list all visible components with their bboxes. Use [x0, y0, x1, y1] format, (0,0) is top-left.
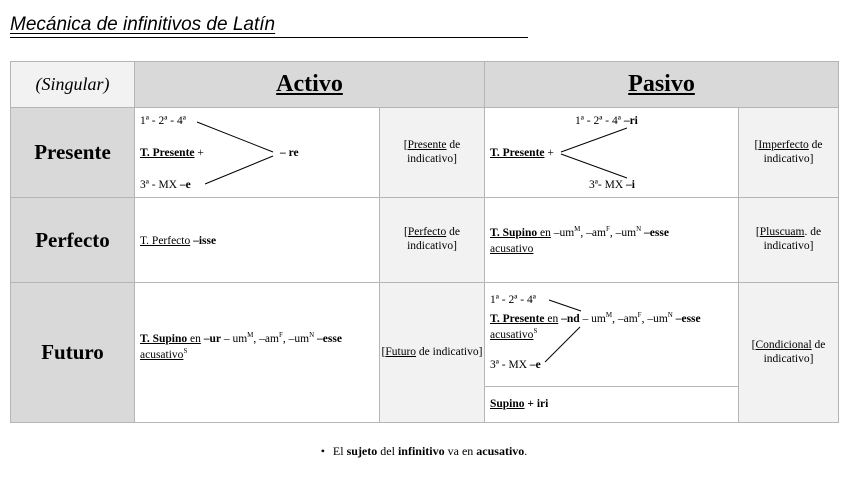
futuro-activo-form-n: , –um — [282, 332, 310, 345]
futuro-activo-note-link: Futuro — [385, 345, 417, 358]
futuro-pasivo-form-m: – um — [579, 313, 606, 325]
futuro-pasivo-sup-f: F — [637, 311, 642, 320]
presente-activo-line-bottom — [205, 156, 273, 184]
perfecto-pasivo-sup-m: M — [574, 225, 581, 234]
footnote-part-1: El — [332, 444, 347, 458]
perfecto-activo-cell — [135, 198, 380, 283]
document-title: Mecánica de infinitivos de Latín — [10, 14, 276, 35]
futuro-pasivo-conj-bottom-prefix: 3ª - MX — [490, 359, 530, 371]
futuro-activo-form-m: – um — [220, 332, 248, 345]
futuro-activo-sup-f: F — [278, 330, 283, 339]
perfecto-pasivo-esse: –esse — [641, 227, 669, 239]
presente-activo-conj-bottom-ending: –e — [179, 179, 191, 191]
footnote-bold-acusativo: acusativo — [476, 444, 525, 458]
futuro-pasivo-form-f: , –am — [612, 313, 638, 325]
row-futuro — [11, 283, 839, 387]
header-pasivo: Pasivo — [485, 62, 839, 108]
futuro-pasivo-note-rest: de indicativo] — [763, 338, 826, 365]
presente-pasivo-line-top — [561, 128, 627, 152]
perfecto-pasivo-sup-f: F — [605, 225, 610, 234]
futuro-pasivo-line-top — [549, 300, 581, 311]
presente-pasivo-conj-bottom-prefix: 3ª- MX — [589, 179, 627, 191]
presente-activo-cell — [135, 108, 380, 198]
presente-activo-note-link: Presente — [407, 138, 447, 151]
presente-activo-conj-bottom-prefix: 3ª - MX — [140, 179, 180, 191]
perfecto-activo-note-link: Perfecto — [407, 226, 447, 239]
futuro-pasivo-arrows — [485, 283, 739, 386]
header-singular: (Singular) — [11, 62, 135, 108]
perfecto-pasivo-form-n: , –um — [609, 227, 637, 239]
futuro-activo-note: [Futuro de indicativo] — [380, 283, 485, 423]
futuro-activo-en: en — [187, 332, 201, 345]
futuro-activo-sup-n: N — [309, 330, 315, 339]
infinitive-table — [10, 61, 839, 423]
perfecto-activo-note-rest: de indicativo] — [407, 226, 460, 252]
futuro-activo-stem: T. Supino — [140, 332, 188, 345]
futuro-activo-esse: –esse — [314, 332, 342, 345]
perfecto-pasivo-stem: T. Supino — [490, 227, 538, 239]
presente-pasivo-cell — [485, 108, 739, 198]
header-activo: Activo — [135, 62, 485, 108]
footnote — [0, 444, 848, 459]
perfecto-activo-note: [Perfecto de indicativo] — [380, 198, 485, 283]
presente-pasivo-conj-top-prefix: 1ª - 2ª - 4ª — [575, 115, 624, 127]
futuro-activo-ur: –ur — [200, 332, 221, 345]
futuro-pasivo-case: acusativo — [490, 329, 534, 341]
row-perfecto — [11, 198, 839, 283]
row-presente — [11, 108, 839, 198]
futuro-pasivo-conj-top: 1ª - 2ª - 4ª — [490, 294, 536, 306]
presente-pasivo-note: [Imperfecto de indicativo] — [739, 108, 839, 198]
futuro-activo-line — [140, 330, 342, 346]
futuro-activo-case: acusativo — [140, 348, 184, 361]
futuro-activo-sup-s: S — [183, 346, 188, 355]
footnote-bold-sujeto: sujeto — [346, 444, 378, 458]
perfecto-pasivo-note: [Pluscuam. de indicativo] — [739, 198, 839, 283]
futuro-activo-cell — [135, 283, 380, 423]
bullet-icon: • — [320, 444, 325, 458]
tense-presente: Presente — [11, 108, 135, 198]
header-row — [11, 62, 839, 108]
presente-activo-conj-top: 1ª - 2ª - 4ª — [140, 115, 186, 127]
tense-futuro: Futuro — [11, 283, 135, 423]
perfecto-pasivo-note-rest: . de indicativo] — [763, 226, 822, 252]
futuro-pasivo-nd: –nd — [558, 313, 580, 325]
perfecto-pasivo-en: en — [537, 227, 551, 239]
presente-activo-arrows — [135, 108, 380, 197]
futuro-pasivo-alt-cell — [485, 387, 739, 423]
futuro-activo-note-rest: de indicativo] — [416, 345, 483, 358]
presente-pasivo-line-bottom — [561, 154, 627, 178]
futuro-pasivo-form-n: , –um — [641, 313, 668, 325]
presente-pasivo-stem: T. Presente — [490, 147, 545, 159]
perfecto-activo-stem: T. Perfecto — [140, 235, 191, 247]
presente-activo-plus: + — [194, 147, 204, 159]
presente-pasivo-conj-top-ending: –ri — [623, 115, 638, 127]
futuro-pasivo-sup-n: N — [667, 311, 673, 320]
perfecto-pasivo-case: acusativo — [490, 243, 534, 255]
presente-activo-ending: – re — [280, 147, 299, 159]
perfecto-pasivo-form-f: , –am — [580, 227, 606, 239]
futuro-pasivo-stem: T. Presente — [490, 313, 545, 325]
futuro-pasivo-alt-rest: + iri — [524, 398, 549, 410]
footnote-part-2: del — [377, 444, 398, 458]
futuro-activo-form-f: , –am — [253, 332, 279, 345]
futuro-pasivo-alt-stem: Supino — [490, 398, 525, 410]
presente-pasivo-arrows — [485, 108, 739, 197]
footnote-part-3: va en — [444, 444, 477, 458]
tense-perfecto: Perfecto — [11, 198, 135, 283]
presente-activo-stem: T. Presente — [140, 147, 195, 159]
futuro-pasivo-esse: –esse — [672, 313, 701, 325]
title-underline-rule — [10, 37, 528, 38]
futuro-pasivo-line-bottom — [545, 327, 580, 362]
perfecto-pasivo-line — [490, 225, 669, 240]
futuro-pasivo-note: [Condicional de indicativo] — [739, 283, 839, 423]
futuro-pasivo-conj-bottom-ending: –e — [529, 359, 541, 371]
futuro-pasivo-sup-s: S — [533, 327, 538, 336]
presente-pasivo-note-link: Imperfecto — [758, 138, 809, 151]
futuro-activo-sup-m: M — [247, 330, 254, 339]
futuro-pasivo-sup-m: M — [605, 311, 613, 320]
perfecto-pasivo-cell — [485, 198, 739, 283]
footnote-part-4: . — [524, 444, 528, 458]
footnote-bold-infinitivo: infinitivo — [397, 444, 445, 458]
futuro-pasivo-cell — [485, 283, 739, 387]
futuro-pasivo-en: en — [544, 313, 559, 325]
presente-pasivo-plus: + — [544, 147, 554, 159]
perfecto-activo-ending: –isse — [190, 235, 217, 247]
perfecto-pasivo-note-link: Pluscuam — [759, 226, 805, 239]
presente-pasivo-conj-bottom-ending: –i — [626, 179, 635, 191]
futuro-pasivo-note-link: Condicional — [755, 338, 812, 351]
futuro-activo-case-line — [140, 346, 188, 362]
futuro-pasivo-alt-line — [490, 399, 548, 411]
presente-activo-line-top — [197, 122, 273, 152]
perfecto-pasivo-form-m: –um — [550, 227, 575, 239]
presente-pasivo-note-rest: de indicativo] — [763, 138, 823, 165]
perfecto-pasivo-sup-n: N — [636, 225, 642, 234]
presente-activo-note: [Presente de indicativo] — [380, 108, 485, 198]
presente-activo-note-rest: de indicativo] — [407, 138, 461, 165]
perfecto-activo-line — [140, 236, 216, 248]
